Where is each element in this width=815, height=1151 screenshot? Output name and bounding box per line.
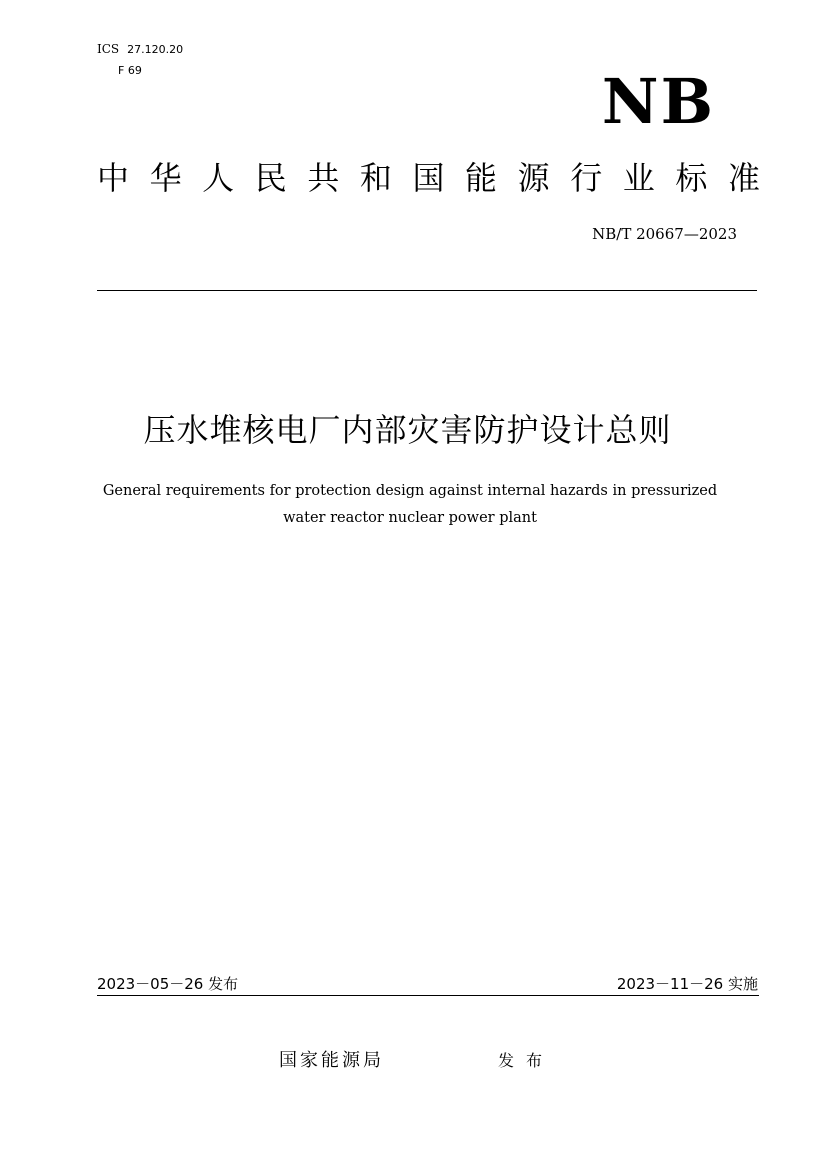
issue-action-char: 布 xyxy=(526,1051,543,1070)
category-char: 行 xyxy=(570,159,603,197)
category-char: 和 xyxy=(359,159,392,197)
category-char: 能 xyxy=(465,159,498,197)
standard-category-title xyxy=(97,156,760,200)
category-char: 源 xyxy=(517,159,550,197)
issue-date: 2023－05－26 发布 xyxy=(97,975,239,993)
standard-number: NB/T 20667—2023 xyxy=(592,225,737,243)
footer-divider xyxy=(97,995,759,996)
category-char: 民 xyxy=(254,159,287,197)
nb-logo: NB xyxy=(601,65,715,138)
header-divider xyxy=(97,290,757,291)
issue-action-char: 发 xyxy=(498,1051,515,1070)
implementation-date: 2023－11－26 实施 xyxy=(616,975,758,993)
category-char: 华 xyxy=(149,159,182,197)
document-title-chinese: 压水堆核电厂内部灾害防护设计总则 xyxy=(143,411,672,449)
english-title-line: General requirements for protection design against internal hazards in pressurized xyxy=(102,483,718,499)
category-char: 标 xyxy=(675,159,708,197)
issuing-authority: 国家能源局 xyxy=(279,1050,384,1071)
category-char: 中 xyxy=(97,159,130,197)
category-char: 人 xyxy=(202,159,235,197)
category-char: 共 xyxy=(307,159,340,197)
issue-action xyxy=(498,1049,554,1073)
ics-label: ICS xyxy=(97,42,120,56)
category-char: 业 xyxy=(622,159,655,197)
document-title-english xyxy=(80,478,740,532)
ics-classification xyxy=(97,42,183,57)
category-char: 国 xyxy=(412,159,445,197)
category-char: 准 xyxy=(727,159,760,197)
ccs-code: F 69 xyxy=(118,64,142,77)
english-title-line: water reactor nuclear power plant xyxy=(283,510,537,526)
ics-code: 27.120.20 xyxy=(127,43,184,56)
